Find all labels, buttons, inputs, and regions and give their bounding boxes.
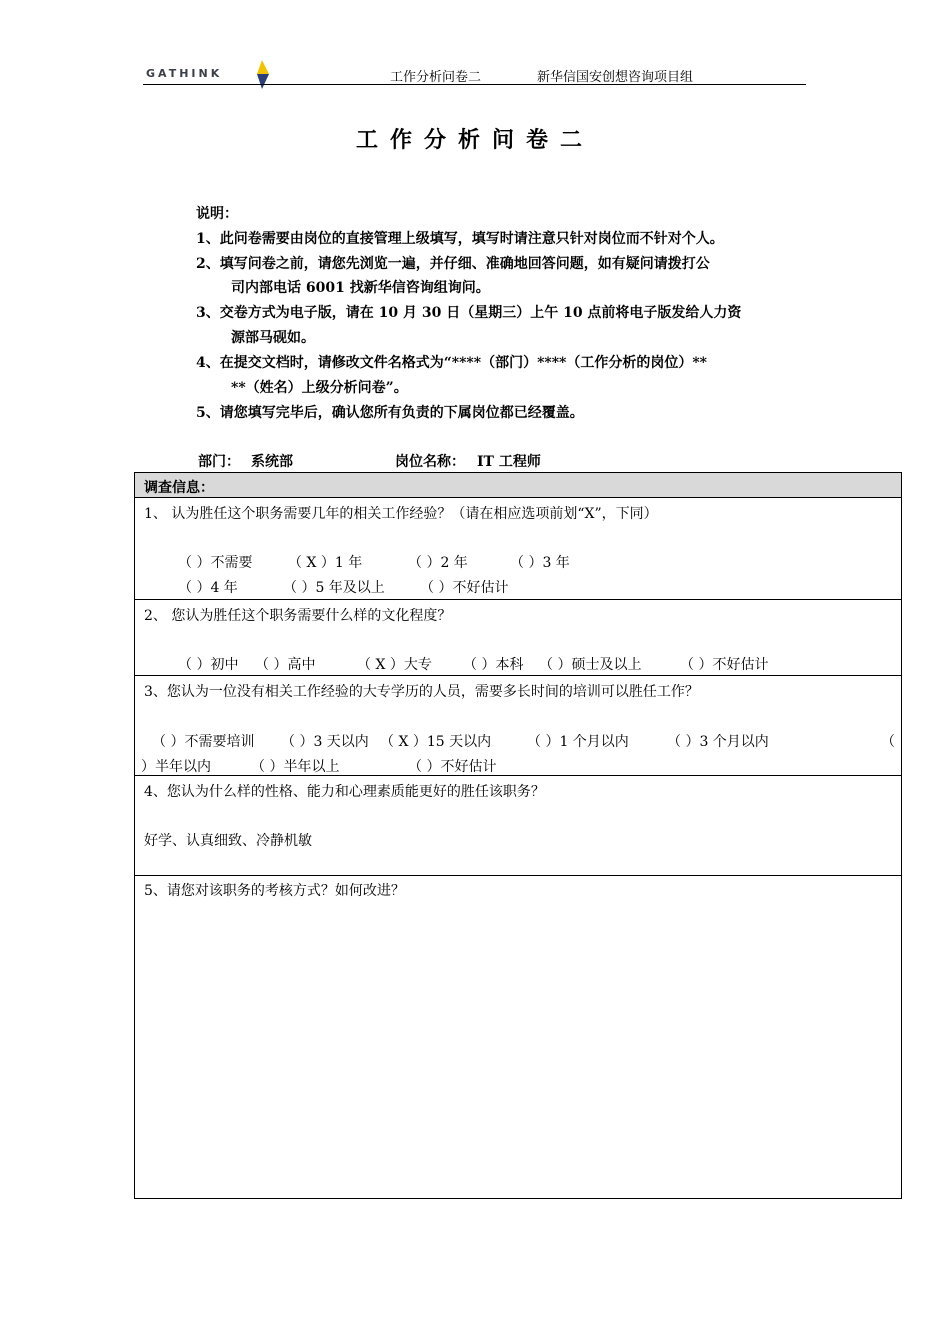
option-3-years[interactable]: （ ）3 年 [510,555,570,571]
question-text: 3、您认为一位没有相关工作经验的大专学历的人员，需要多长时间的培训可以胜任工作？ [144,684,699,700]
option-5-plus-years[interactable]: （ ）5 年及以上 [283,580,385,596]
option-paren-open: （ [881,734,895,750]
option-high-school[interactable]: （ ）高中 [255,657,316,673]
question-text: 2、 您认为胜任这个职务需要什么样的文化程度？ [144,608,452,624]
position-label: 岗位名称： [395,454,465,470]
instruction-line: **（姓名）上级分析问卷”。 [231,380,408,396]
question-row-4 [135,776,901,876]
department-value: 系统部 [251,454,293,470]
page-title: 工作分析问卷二 [355,127,594,153]
option-within-half-year[interactable]: ）半年以内 [141,759,211,775]
option-none[interactable]: （ ）不需要 [178,555,253,571]
logo-mark-icon [254,60,272,90]
option-hard-to-estimate[interactable]: （ ）不好估计 [408,759,497,775]
survey-table-header [135,473,901,498]
instruction-line: 源部马砚如。 [231,330,315,346]
option-1-year[interactable]: （ X ）1 年 [288,555,363,571]
option-no-training[interactable]: （ ）不需要培训 [152,734,255,750]
question-text: 5、请您对该职务的考核方式？如何改进？ [144,883,405,899]
option-master-plus[interactable]: （ ）硕士及以上 [539,657,642,673]
instruction-line: 5、请您填写完毕后，确认您所有负责的下属岗位都已经覆盖。 [196,405,584,421]
option-4-years[interactable]: （ ）4 年 [178,580,238,596]
answer-text[interactable]: 好学、认真细致、冷静机敏 [144,833,312,849]
question-row-5 [135,876,901,1198]
survey-table [134,472,902,1199]
option-junior-high[interactable]: （ ）初中 [178,657,239,673]
instruction-line: 2、填写问卷之前，请您先浏览一遍，并仔细、准确地回答问题，如有疑问请拨打公 [196,256,710,272]
answer-area[interactable] [139,902,897,1194]
header-organization: 新华信国安创想咨询项目组 [537,70,694,85]
option-over-half-year[interactable]: （ ）半年以上 [251,759,340,775]
instruction-line: 司内部电话 6001 找新华信咨询组询问。 [231,280,490,296]
question-text: 4、您认为什么样的性格、能力和心理素质能更好的胜任该职务？ [144,784,545,800]
question-row-2 [135,600,901,676]
question-row-3 [135,676,901,776]
option-2-years[interactable]: （ ）2 年 [408,555,468,571]
option-hard-to-estimate[interactable]: （ ）不好估计 [420,580,509,596]
header-doc-name: 工作分析问卷二 [390,70,482,85]
option-within-15-days[interactable]: （ X ）15 天以内 [380,734,492,750]
instruction-line: 4、在提交文档时，请修改文件名格式为“****（部门）****（工作分析的岗位）** [196,355,708,371]
logo-text: GATHINK [146,67,223,80]
option-hard-to-estimate[interactable]: （ ）不好估计 [680,657,769,673]
option-within-1-month[interactable]: （ ）1 个月以内 [527,734,629,750]
header-divider [143,84,806,85]
survey-table-header-label: 调查信息： [144,480,214,496]
option-within-3-days[interactable]: （ ）3 天以内 [281,734,369,750]
option-bachelor[interactable]: （ ）本科 [463,657,524,673]
option-within-3-months[interactable]: （ ）3 个月以内 [667,734,769,750]
instruction-line: 1、此问卷需要由岗位的直接管理上级填写，填写时请注意只针对岗位而不针对个人。 [196,231,724,247]
question-text: 1、 认为胜任这个职务需要几年的相关工作经验？（请在相应选项前划“X”，下同） [144,506,658,522]
question-row-1 [135,498,901,600]
position-value: IT 工程师 [477,454,541,470]
option-college[interactable]: （ X ）大专 [357,657,432,673]
instruction-line: 3、交卷方式为电子版，请在 10 月 30 日（星期三）上午 10 点前将电子版发给人力资 [196,305,742,321]
department-label: 部门： [198,454,240,470]
instructions-heading: 说明： [196,206,238,222]
